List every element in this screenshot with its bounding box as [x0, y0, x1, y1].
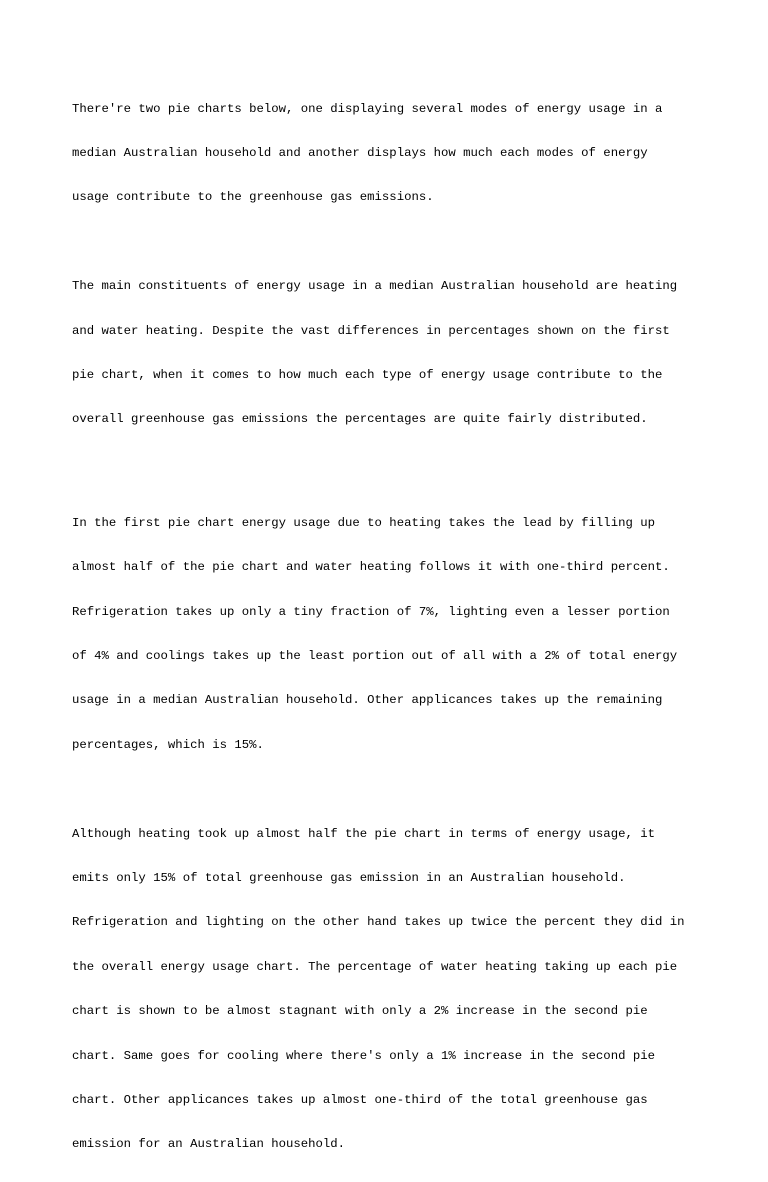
text-line: almost half of the pie chart and water heating follows it with one-third percent. [72, 560, 670, 575]
text-line: median Australian household and another displays how much each modes of energy [72, 145, 648, 160]
text-line: the overall energy usage chart. The percentage of water heating taking up each pie [72, 959, 678, 974]
text-line: emits only 15% of total greenhouse gas emission in an Australian household. [72, 871, 626, 886]
text-line: usage contribute to the greenhouse gas emissions. [72, 190, 434, 205]
text-line: Refrigeration takes up only a tiny fraction of 7%, lighting even a lesser portion [72, 604, 670, 619]
text-line: Refrigeration and lighting on the other hand takes up twice the percent they did in [72, 915, 685, 930]
paragraph-gap [72, 782, 712, 797]
document-page [72, 72, 712, 1182]
text-line: chart is shown to be almost stagnant with only a 2% increase in the second pie [72, 1004, 648, 1019]
text-line: emission for an Australian household. [72, 1137, 346, 1152]
paragraph-gap [72, 457, 712, 487]
text-line: and water heating. Despite the vast differences in percentages shown on the first [72, 323, 670, 338]
paragraph-second-chart [72, 797, 712, 1182]
paragraph-overview [72, 250, 712, 457]
text-line: The main constituents of energy usage in a median Australian household are heating [72, 279, 678, 294]
text-line: chart. Same goes for cooling where there's only a 1% increase in the second pie [72, 1048, 655, 1063]
text-line: percentages, which is 15%. [72, 737, 264, 752]
text-line: pie chart, when it comes to how much each type of energy usage contribute to the [72, 367, 663, 382]
text-line: of 4% and coolings takes up the least portion out of all with a 2% of total energy [72, 649, 678, 664]
text-line: overall greenhouse gas emissions the percentages are quite fairly distributed. [72, 412, 648, 427]
text-line: chart. Other applicances takes up almost one-third of the total greenhouse gas [72, 1092, 648, 1107]
text-line: There're two pie charts below, one displaying several modes of energy usage in a [72, 101, 663, 116]
text-line: usage in a median Australian household. Other applicances takes up the remaining [72, 693, 663, 708]
paragraph-gap [72, 235, 712, 250]
text-line: In the first pie chart energy usage due to heating takes the lead by filling up [72, 515, 655, 530]
paragraph-first-chart [72, 486, 712, 782]
text-line: Although heating took up almost half the pie chart in terms of energy usage, it [72, 826, 655, 841]
paragraph-intro [72, 72, 712, 235]
